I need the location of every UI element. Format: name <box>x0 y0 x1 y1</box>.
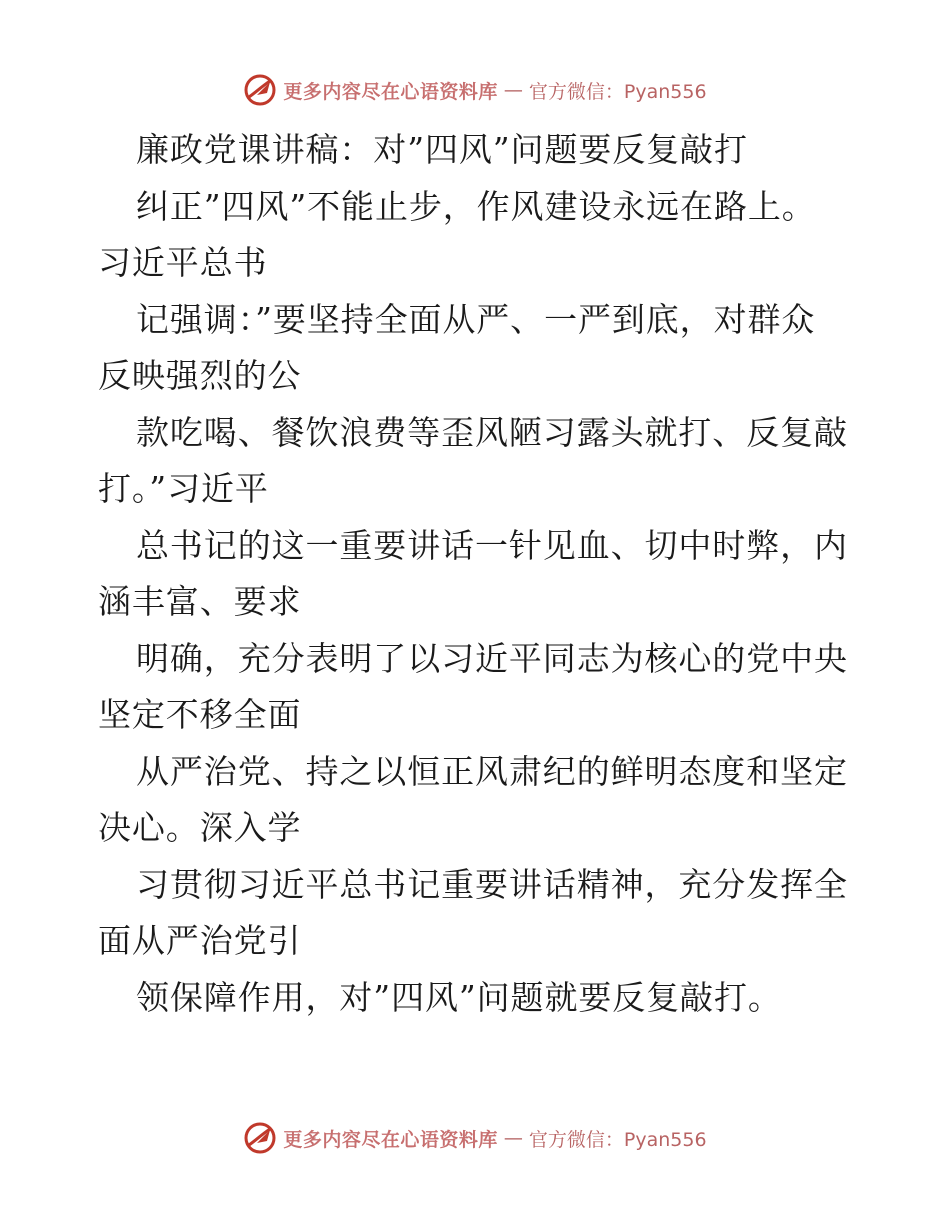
text-line: 明确，充分表明了以习近平同志为核心的党中央 <box>136 638 848 678</box>
text-line: 总书记的这一重要讲话一针见血、切中时弊，内 <box>136 525 848 565</box>
text-line: 面从严治党引 <box>98 921 302 960</box>
text-line: 领保障作用，对”四风”问题就要反复敲打。 <box>136 977 782 1017</box>
wechat-id-text: 官方微信：Pyan556 <box>528 1128 707 1151</box>
footer-watermark <box>0 1118 950 1158</box>
text-line: 廉政党课讲稿：对”四风”问题要反复敲打 <box>136 130 748 169</box>
text-line: 从严治党、持之以恒正风肃纪的鲜明态度和坚定 <box>136 751 848 791</box>
pen-logo-icon <box>243 1121 277 1155</box>
wechat-id-text: 官方微信：Pyan556 <box>528 80 707 103</box>
text-line: 纠正”四风”不能止步，作风建设永远在路上。 <box>136 186 816 226</box>
body-text <box>98 122 858 1026</box>
separator-dash: — <box>503 79 523 101</box>
site-name-text: 更多内容尽在心语资料库 <box>283 1128 498 1151</box>
text-line: 决心。深入学 <box>98 808 302 847</box>
text-line: 习贯彻习近平总书记重要讲话精神，充分发挥全 <box>136 864 848 904</box>
separator-dash: — <box>503 1127 523 1149</box>
text-line: 记强调：”要坚持全面从严、一严到底，对群众 <box>136 299 816 339</box>
text-line: 反映强烈的公 <box>98 356 302 395</box>
text-line: 涵丰富、要求 <box>98 582 302 621</box>
text-line: 打。”习近平 <box>98 469 269 508</box>
pen-logo-icon <box>243 73 277 107</box>
text-line: 习近平总书 <box>98 243 268 282</box>
text-line: 款吃喝、餐饮浪费等歪风陋习露头就打、反复敲 <box>136 412 848 452</box>
site-name-text: 更多内容尽在心语资料库 <box>283 80 498 103</box>
text-line: 坚定不移全面 <box>98 695 302 734</box>
header-watermark <box>0 70 950 110</box>
